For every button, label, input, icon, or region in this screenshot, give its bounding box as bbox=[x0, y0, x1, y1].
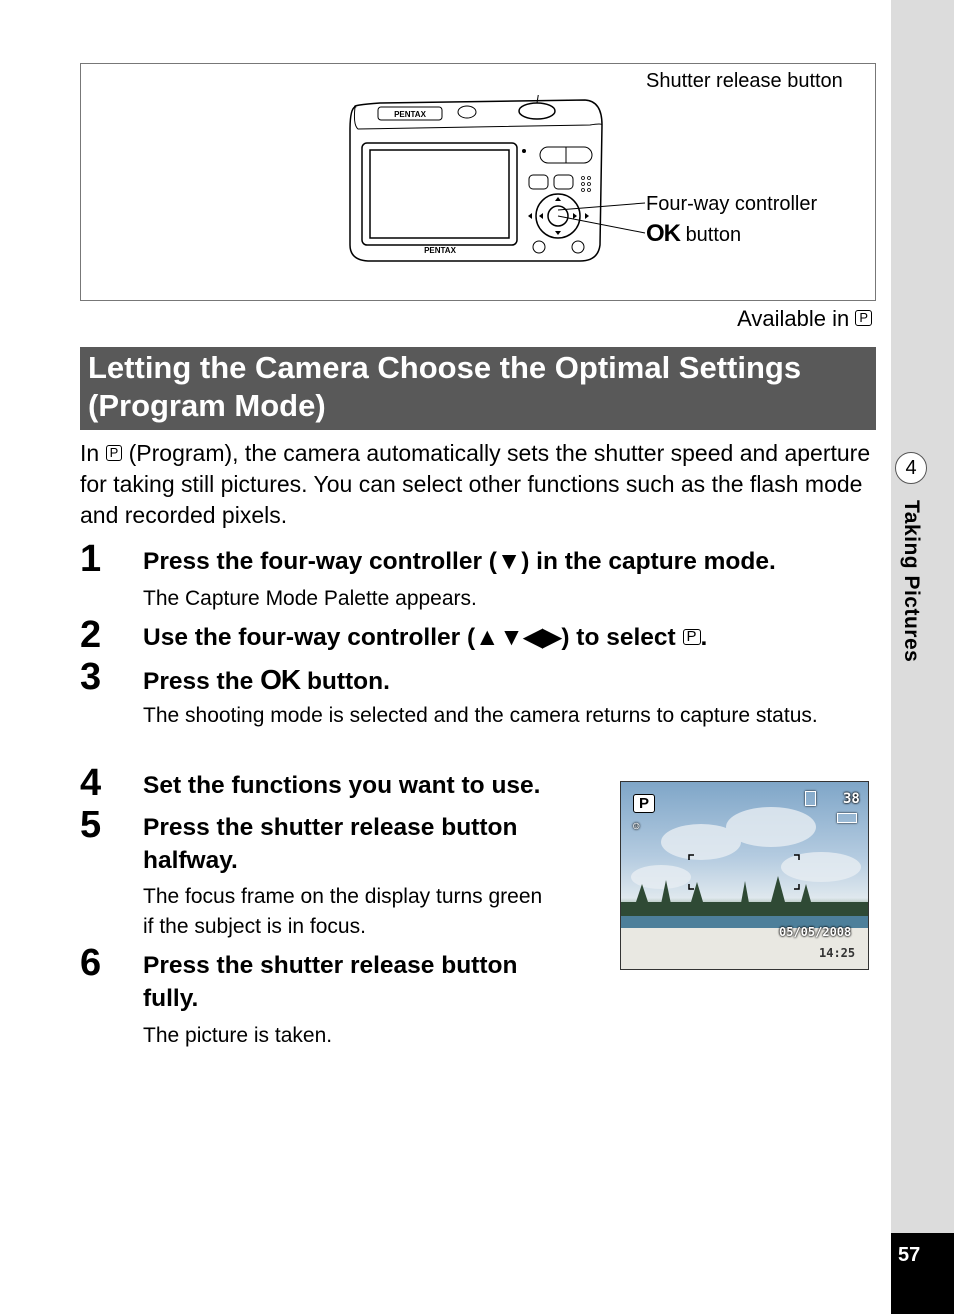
shutter-button-icon bbox=[519, 103, 555, 119]
lcd-mode-icon: P bbox=[633, 794, 655, 813]
step-5-number: 5 bbox=[80, 804, 102, 846]
step-3-text-pre: Press the bbox=[143, 668, 254, 695]
section-heading-line1: Letting the Camera Choose the Optimal Settings bbox=[88, 350, 802, 385]
step-4-text: Set the functions you want to use. bbox=[143, 772, 541, 799]
ok-button-label-suffix: button bbox=[685, 224, 742, 246]
step-4-number: 4 bbox=[80, 762, 102, 804]
program-mode-icon: P bbox=[106, 445, 123, 461]
brand-bottom-text: PENTAX bbox=[424, 246, 456, 255]
beach-scene-illustration bbox=[621, 782, 868, 969]
step-5-text-line2: halfway. bbox=[143, 847, 238, 874]
section-heading-line2: (Program Mode) bbox=[88, 388, 326, 423]
step-5-text-line1: Press the shutter release button bbox=[143, 814, 518, 841]
intro-paragraph bbox=[80, 438, 880, 531]
lcd-date: 05/05/2008 bbox=[779, 925, 852, 939]
ok-button-label bbox=[646, 220, 741, 248]
step-5-desc bbox=[143, 882, 542, 942]
lcd-screen-icon bbox=[370, 150, 509, 238]
step-6-number: 6 bbox=[80, 942, 102, 984]
program-mode-icon: P bbox=[855, 310, 872, 326]
step-2-text-pre: Use the four-way controller (▲▼◀▶) to select bbox=[143, 624, 676, 651]
step-2-text bbox=[143, 621, 707, 654]
ok-glyph: OK bbox=[646, 220, 680, 247]
step-3-number: 3 bbox=[80, 656, 102, 698]
four-way-controller-label: Four-way controller bbox=[646, 193, 818, 215]
step-5-desc-line2: if the subject is in focus. bbox=[143, 915, 366, 938]
step-1-text: Press the four-way controller (▼) in the capture mode. bbox=[143, 548, 776, 575]
chapter-title-label: Taking Pictures bbox=[900, 500, 923, 663]
step-2-number: 2 bbox=[80, 614, 102, 656]
section-heading bbox=[88, 349, 868, 425]
chapter-number-badge: 4 bbox=[895, 452, 927, 484]
available-modes bbox=[737, 306, 872, 332]
step-1-number: 1 bbox=[80, 538, 102, 580]
lcd-time: 14:25 bbox=[819, 946, 856, 960]
step-3-text bbox=[143, 663, 390, 698]
step-1-desc: The Capture Mode Palette appears. bbox=[143, 587, 477, 610]
shutter-release-label: Shutter release button bbox=[646, 70, 843, 92]
page-number: 57 bbox=[898, 1244, 921, 1266]
brand-top-text: PENTAX bbox=[394, 110, 426, 119]
power-button-icon bbox=[458, 106, 476, 118]
program-mode-icon: P bbox=[683, 629, 701, 645]
available-label: Available in bbox=[737, 306, 850, 331]
intro-text: (Program), the camera automatically sets the shutter speed and aperture for taking still pictures. You can select other functions such as the flash mode and recorded pixels. bbox=[80, 440, 871, 528]
lcd-preview-image bbox=[620, 781, 869, 970]
step-5-desc-line1: The focus frame on the display turns green bbox=[143, 885, 543, 908]
intro-prefix: In bbox=[80, 440, 100, 466]
battery-icon bbox=[837, 813, 857, 823]
step-5-text bbox=[143, 811, 517, 877]
face-detect-icon: ☺ bbox=[633, 820, 640, 833]
ok-glyph: OK bbox=[260, 664, 301, 695]
memory-card-icon bbox=[805, 791, 816, 806]
step-3-text-post: button. bbox=[306, 668, 390, 695]
step-6-text-line2: fully. bbox=[143, 985, 199, 1012]
step-2-text-post: . bbox=[700, 624, 708, 651]
chapter-title-vertical bbox=[893, 500, 933, 700]
step-6-text bbox=[143, 949, 517, 1015]
lcd-shots-remaining: 38 bbox=[843, 791, 860, 807]
step-3-desc: The shooting mode is selected and the camera returns to capture status. bbox=[143, 704, 818, 727]
camera-back-illustration bbox=[340, 95, 650, 270]
step-6-text-line1: Press the shutter release button bbox=[143, 952, 518, 979]
step-6-desc: The picture is taken. bbox=[143, 1024, 333, 1047]
